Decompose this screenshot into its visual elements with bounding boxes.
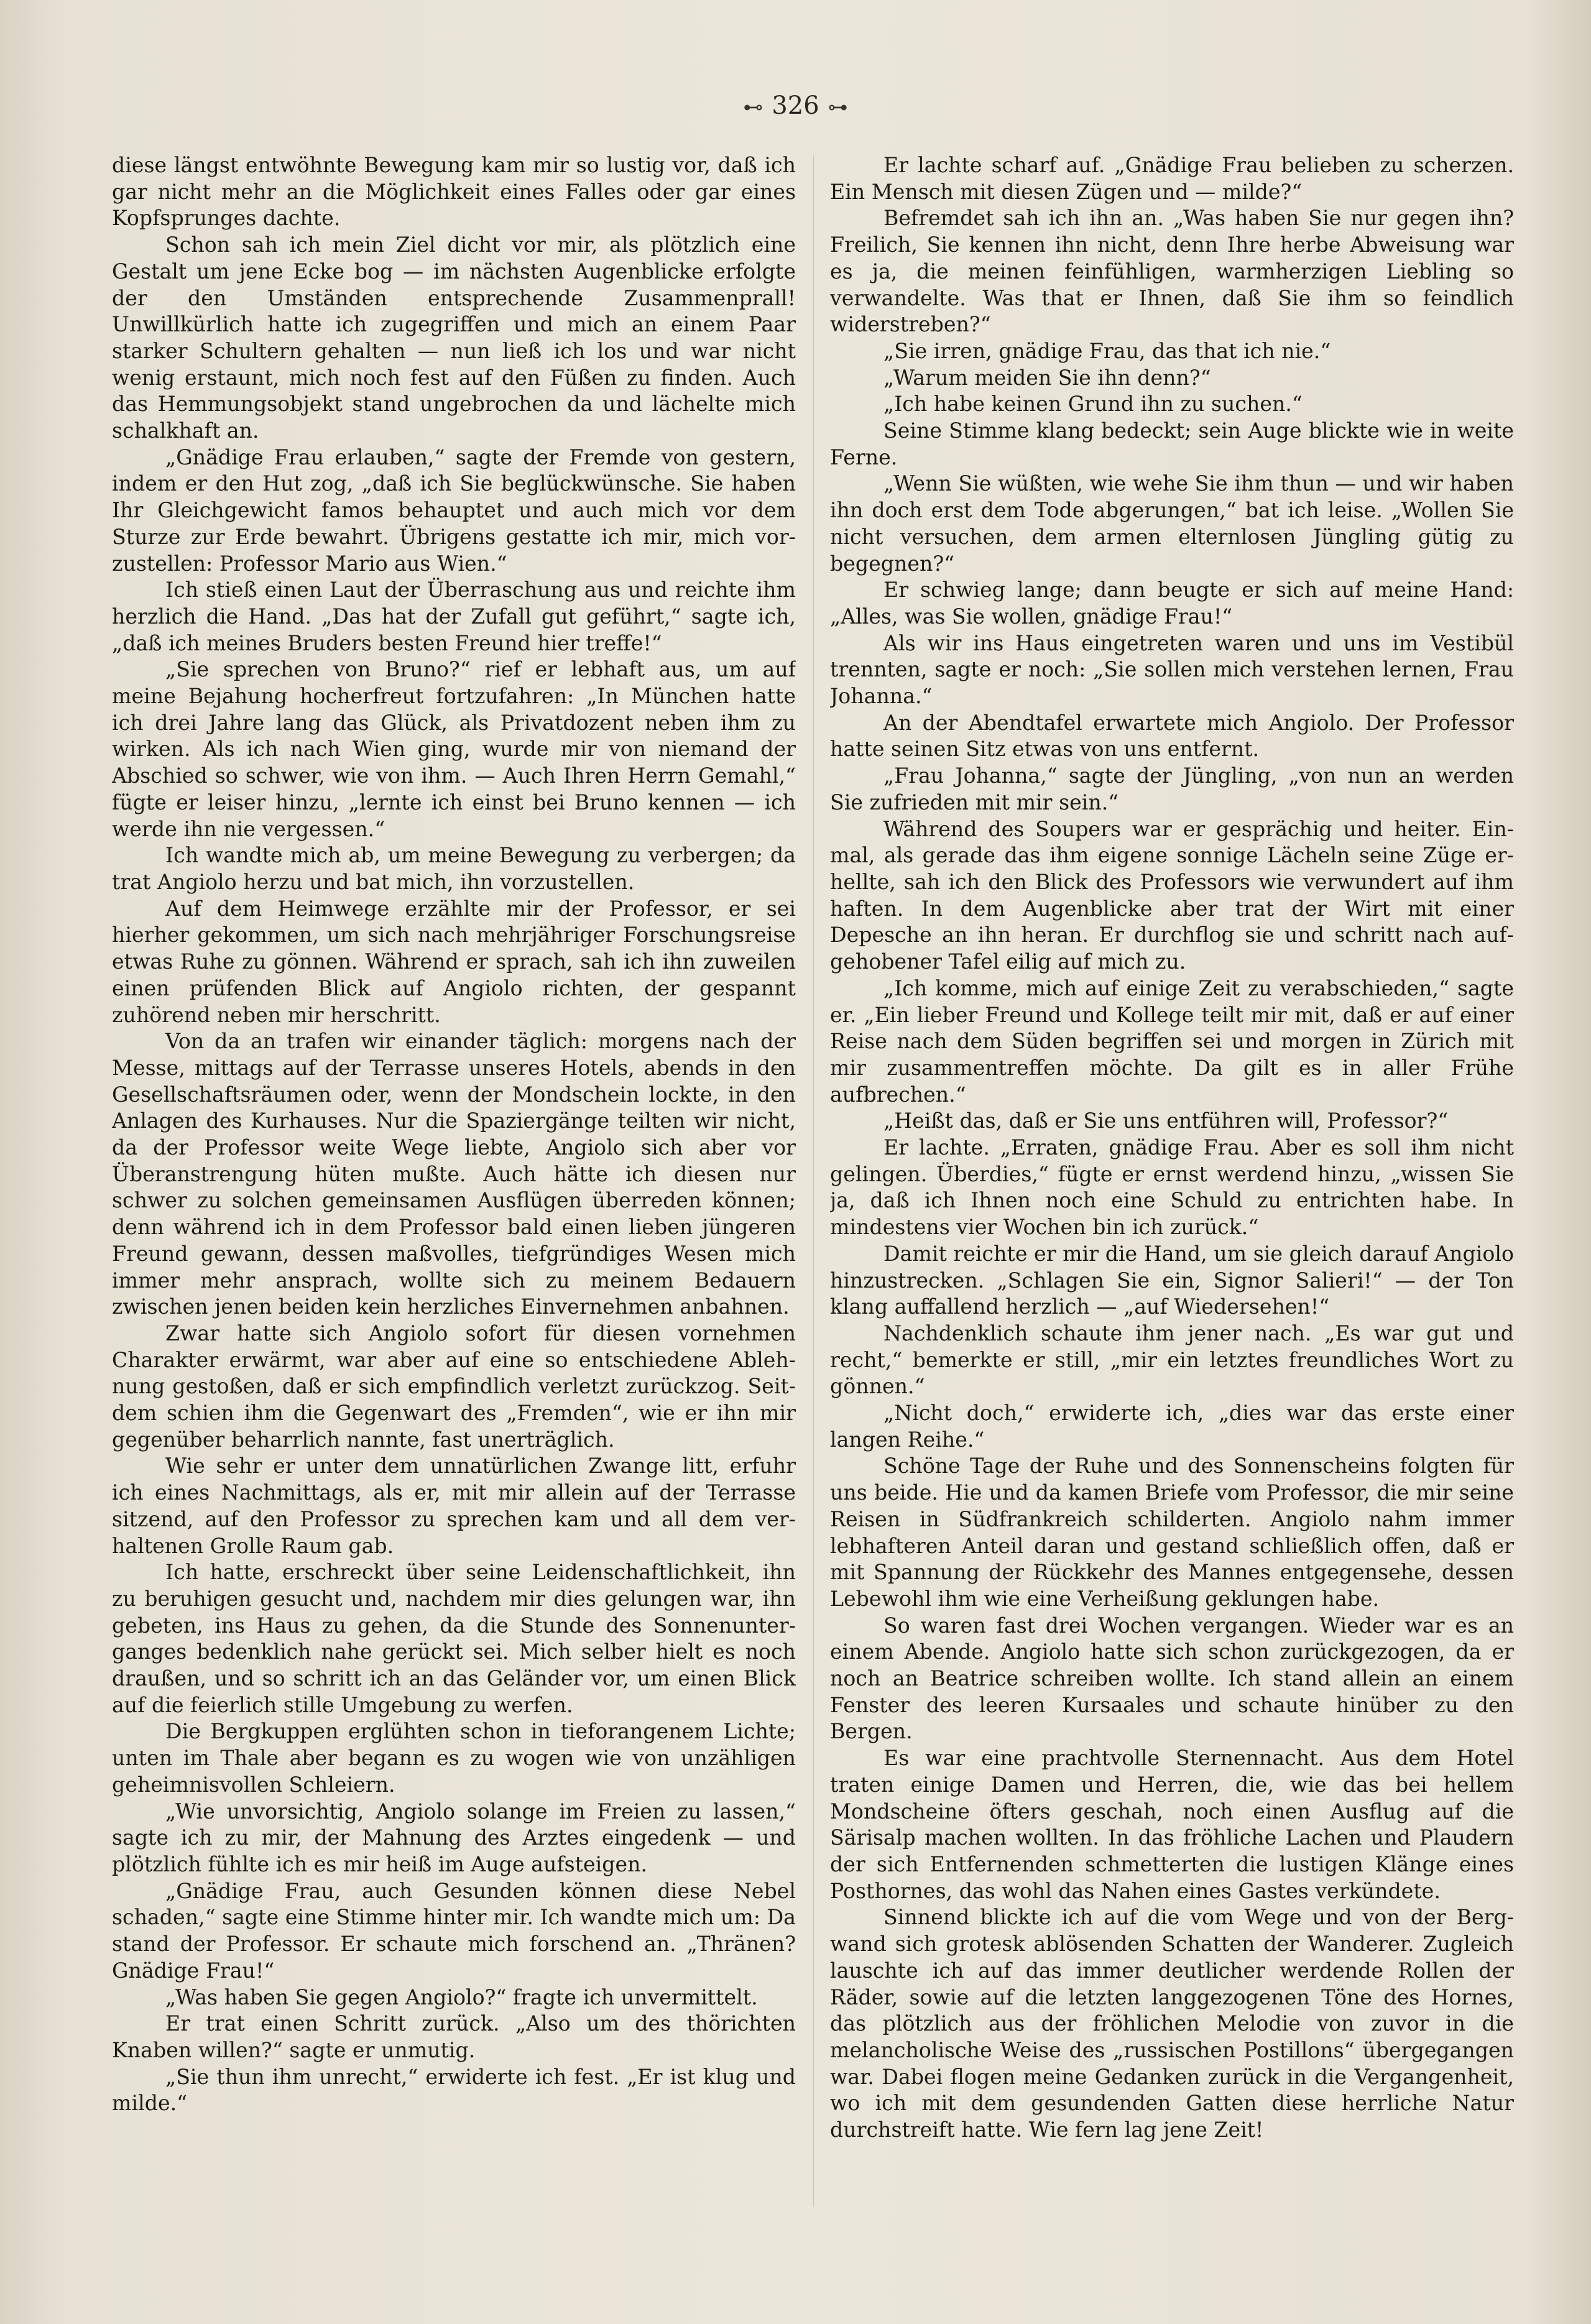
paragraph: Schöne Tage der Ruhe und des Sonnenscheins folgten für uns beide. Hie und da kamen Briefe vom Professor, die mir seine Reisen in Südfrankreich schilderten. Angiolo nahm immer lebhafteren Anteil daran und gestand schließlich offen, daß er mit Spannung der Rückkehr des Mannes entgegensehe, dessen Lebewohl ihm wie eine Verheißung geklungen habe. — [830, 1454, 1514, 1611]
paragraph: „Frau Johanna,“ sagte der Jüngling, „von nun an werden Sie zufrieden mit mir sein.“ — [830, 763, 1514, 814]
paragraph: Sinnend blickte ich auf die vom Wege und von der Bergwand sich grotesk ablösenden Schatten der Wanderer. Zugleich lauschte ich auf das immer deutlicher werdende Rollen der Räder, sowie auf die letzten langgezogenen Töne des Hornes, das plötzlich aus der fröhlichen Melodie von zuvor in die melancholische Weise des „russischen Postillons“ übergegangen war. Dabei flogen meine Gedanken zurück in die Vergangenheit, wo ich mit dem gesundenden Gatten diese herrliche Natur durchstreift hatte. Wie fern lag jene Zeit! — [830, 1905, 1514, 2142]
paragraph: „Nicht doch,“ erwiderte ich, „dies war das erste einer langen Reihe.“ — [830, 1401, 1514, 1452]
paragraph: „Ich komme, mich auf einige Zeit zu verabschieden,“ sagte er. „Ein lieber Freund und Kollege teilt mir mit, daß er auf einer Reise nach dem Süden begriffen sei und morgen in Zürich mit mir zusammentreffen möchte. Da gilt es in aller Frühe aufbrechen.“ — [830, 975, 1514, 1107]
paragraph: Er schwieg lange; dann beugte er sich auf meine Hand: „Alles, was Sie wollen, gnädige Frau!“ — [830, 578, 1514, 629]
paragraph: Es war eine prachtvolle Sternennacht. Aus dem Hotel traten einige Damen und Herren, die, wie das bei hellem Mondscheine öfters geschah, noch einen Ausflug auf die Särisalp machen wollten. In das fröhliche Lachen und Plaudern der sich Entfernenden schmetterten die lustigen Klänge eines Posthornes, das wohl das Nahen eines Gastes verkündete. — [830, 1746, 1514, 1903]
paragraph: Während des Soupers war er gesprächig und heiter. Einmal, als gerade das ihm eigene sonnige Lächeln seine Züge erhellte, sah ich den Blick des Professors wie verwundert auf ihm haften. In dem Augenblicke aber trat der Wirt mit einer Depesche an ihn heran. Er durchflog sie und schritt nach aufgehobener Tafel eilig auf mich zu. — [830, 816, 1514, 974]
paragraph: Er lachte scharf auf. „Gnädige Frau belieben zu scherzen. Ein Mensch mit diesen Zügen und — milde?“ — [830, 153, 1514, 204]
paragraph: „Heißt das, daß er Sie uns entführen will, Professor?“ — [883, 1109, 1449, 1133]
paragraph: „Sie thun ihm unrecht,“ erwiderte ich fest. „Er ist klug und milde.“ — [112, 2064, 796, 2116]
paragraph: Wie sehr er unter dem unnatürlichen Zwange litt, erfuhr ich eines Nachmittags, als er, mit mir allein auf der Terrasse sitzend, auf den Professor zu sprechen kam und all dem verhaltenen Grolle Raum gab. — [112, 1454, 796, 1558]
paragraph: Auf dem Heimwege erzählte mir der Professor, er sei hierher gekommen, um sich nach mehrjähriger Forschungsreise etwas Ruhe zu gönnen. Während er sprach, sah ich ihn zuweilen einen prüfenden Blick auf Angiolo richten, der gespannt zuhörend neben mir herschritt. — [112, 896, 796, 1027]
paragraph: Die Bergkuppen erglühten schon in tieforangenem Lichte; unten im Thale aber begann es zu wogen wie von unzähligen geheimnisvollen Schleiern. — [112, 1719, 796, 1797]
paragraph: „Ich habe keinen Grund ihn zu suchen.“ — [883, 392, 1303, 417]
paragraph: Zwar hatte sich Angiolo sofort für diesen vornehmen Charakter erwärmt, war aber auf eine so entschiedene Ablehnung gestoßen, daß er sich empfindlich verletzt zurückzog. Seitdem schien ihm die Gegenwart des „Fremden“, wie er ihn mir gegenüber beharrlich nannte, fast unerträglich. — [112, 1321, 796, 1452]
paragraph: „Warum meiden Sie ihn denn?“ — [883, 365, 1211, 390]
left-column — [112, 152, 796, 2223]
paragraph: „Gnädige Frau, auch Gesunden können diese Nebel schaden,“ sagte eine Stimme hinter mir. Ich wandte mich um: Da stand der Professor. Er schaute mich forschend an. „Thränen? Gnädige Frau!“ — [112, 1878, 796, 1983]
paragraph: Nachdenklich schaute ihm jener nach. „Es war gut und recht,“ bemerkte er still, „mir ein letztes freundliches Wort zu gönnen.“ — [830, 1321, 1514, 1399]
paragraph: „Gnädige Frau erlauben,“ sagte der Fremde von gestern, indem er den Hut zog, „daß ich Sie beglückwünsche. Sie haben Ihr Gleichgewicht famos behauptet und auch mich vor dem Sturze zur Erde bewahrt. Übrigens gestatte ich mir, mich vorzustellen: Professor Mario aus Wien.“ — [112, 445, 796, 576]
paragraph: diese längst entwöhnte Bewegung kam mir so lustig vor, daß ich gar nicht mehr an die Möglichkeit eines Falles oder gar eines Kopfsprunges dachte. — [112, 153, 796, 231]
paragraph: „Sie sprechen von Bruno?“ rief er lebhaft aus, um auf meine Bejahung hocherfreut fortzufahren: „In München hatte ich drei Jahre lang das Glück, als Privatdozent neben ihm zu wirken. Als ich nach Wien ging, wurde mir von niemand der Abschied so schwer, wie von ihm. — Auch Ihren Herrn Gemahl,“ fügte er leiser hinzu, „lernte ich einst bei Bruno kennen — ich werde ihn nie vergessen.“ — [112, 657, 796, 841]
paragraph: „Wie unvorsichtig, Angiolo solange im Freien zu lassen,“ sagte ich zu mir, der Mahnung des Arztes eingedenk — und plötzlich fühlte ich es mir heiß im Auge aufsteigen. — [112, 1799, 796, 1876]
paragraph: Er trat einen Schritt zurück. „Also um des thörichten Knaben willen?“ sagte er unmutig. — [112, 2011, 796, 2062]
paragraph: Damit reichte er mir die Hand, um sie gleich darauf Angiolo hinzustrecken. „Schlagen Sie ein, Signor Salieri!“ — der Ton klang auffallend herzlich — „auf Wiedersehen!“ — [830, 1241, 1514, 1319]
page-header — [0, 87, 1591, 124]
paragraph: „Was haben Sie gegen Angiolo?“ fragte ich unvermittelt. — [165, 1985, 758, 2009]
paragraph: Er lachte. „Erraten, gnädige Frau. Aber es soll ihm nicht gelingen. Überdies,“ fügte er ernst werdend hinzu, „wissen Sie ja, daß ich Ihnen noch eine Schuld zu entrichten habe. In mindestens vier Wochen bin ich zurück.“ — [830, 1135, 1514, 1240]
paragraph: Von da an trafen wir einander täglich: morgens nach der Messe, mittags auf der Terrasse unseres Hotels, abends in den Gesellschaftsräumen oder, wenn der Mondschein lockte, in den Anlagen des Kurhauses. Nur die Spaziergänge teilten wir nicht, da der Professor weite Wege liebte, Angiolo sich aber vor Überanstrengung hüten mußte. Auch hätte ich diesen nur schwer zu solchen gemeinsamen Ausflügen überreden können; denn während ich in dem Professor bald einen lieben jüngeren Freund gewann, dessen maßvolles, tiefgründiges Wesen mich immer mehr ansprach, wollte sich zu meinem Bedauern zwischen jenen beiden kein herzliches Einvernehmen anbahnen. — [112, 1029, 796, 1319]
right-column — [830, 152, 1514, 2223]
paragraph: Ich hatte, erschreckt über seine Leidenschaftlichkeit, ihn zu beruhigen gesucht und, nachdem mir dies gelungen war, ihn gebeten, ins Haus zu gehen, da die Stunde des Sonnenunterganges bedenklich nahe gerückt sei. Mich selber hielt es noch draußen, und so schritt ich an das Geländer vor, um einen Blick auf die feierlich stille Umgebung zu werfen. — [112, 1560, 796, 1717]
paragraph: „Wenn Sie wüßten, wie wehe Sie ihm thun — und wir haben ihn doch erst dem Tode abgerungen,“ bat ich leise. „Wollen Sie nicht versuchen, dem armen elternlosen Jüngling gütig zu begegnen?“ — [830, 471, 1514, 576]
paragraph: „Sie irren, gnädige Frau, das that ich nie.“ — [883, 338, 1331, 363]
paragraph: An der Abendtafel erwartete mich Angiolo. Der Professor hatte seinen Sitz etwas von uns entfernt. — [830, 710, 1514, 762]
paragraph: Als wir ins Haus eingetreten waren und uns im Vestibül trennten, sagte er noch: „Sie sollen mich verstehen lernen, Frau Johanna.“ — [830, 630, 1514, 709]
paragraph: Befremdet sah ich ihn an. „Was haben Sie nur gegen ihn? Freilich, Sie kennen ihn nicht, denn Ihre herbe Abweisung war es ja, die meinen feinfühligen, warmherzigen Liebling so verwandelte. Was that er Ihnen, daß Sie ihm so feindlich widerstreben?“ — [830, 206, 1514, 337]
paragraph: Seine Stimme klang bedeckt; sein Auge blickte wie in weite Ferne. — [830, 418, 1514, 469]
paragraph: So waren fast drei Wochen vergangen. Wieder war es an einem Abende. Angiolo hatte sich schon zurückgezogen, da er noch an Beatrice schreiben wollte. Ich stand allein an einem Fenster des leeren Kursaales und schaute hinüber zu den Bergen. — [830, 1613, 1514, 1744]
column-divider — [813, 155, 814, 2207]
paragraph: Ich wandte mich ab, um meine Bewegung zu verbergen; da trat Angiolo herzu und bat mich, ihn vorzustellen. — [112, 843, 796, 894]
right-ornament-icon: ⊶ — [828, 95, 848, 119]
paragraph: Schon sah ich mein Ziel dicht vor mir, als plötzlich eine Gestalt um jene Ecke bog — im nächsten Augenblicke erfolgte der den Umständen entsprechende Zusammenprall! Unwillkürlich hatte ich zugegriffen und mich an einem Paar starker Schultern gehalten — nun ließ ich los und war nicht wenig erstaunt, mich noch fest auf den Füßen zu finden. Auch das Hemmungsobjekt stand ungebrochen da und lächelte mich schalkhaft an. — [112, 233, 796, 443]
paragraph: Ich stieß einen Laut der Überraschung aus und reichte ihm herzlich die Hand. „Das hat der Zufall gut geführt,“ sagte ich, „daß ich meines Bruders besten Freund hier treffe!“ — [112, 578, 796, 655]
page-number: 326 — [772, 91, 819, 120]
left-ornament-icon: ⊷ — [743, 95, 763, 119]
